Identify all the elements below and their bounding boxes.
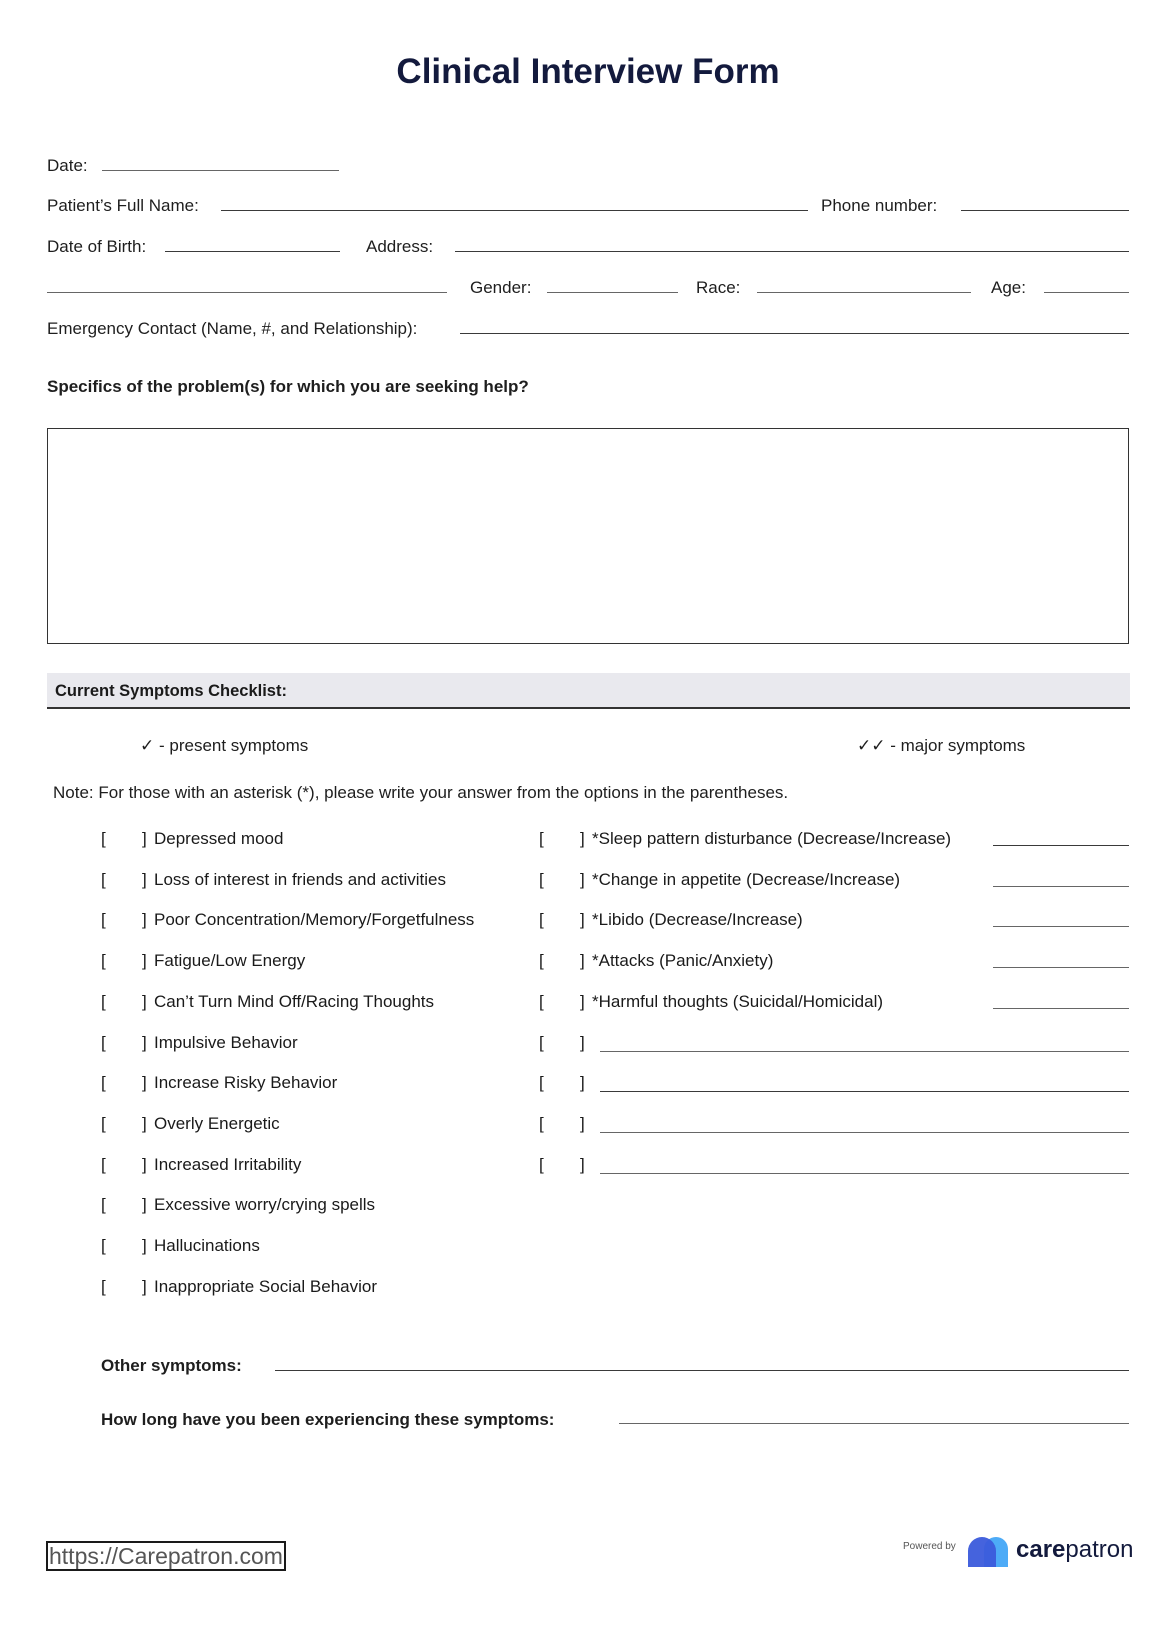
powered-by-label: Powered by [903, 1541, 956, 1552]
checkbox-close-bracket[interactable]: ] [580, 1155, 585, 1174]
address-field-line-2[interactable] [47, 292, 447, 293]
symptoms-checklist-header [47, 673, 1130, 709]
checkbox-close-bracket[interactable]: ] [580, 829, 585, 848]
checkbox-close-bracket[interactable]: ] [580, 1033, 585, 1052]
carepatron-logo-icon [966, 1535, 1014, 1569]
checkbox-close-bracket[interactable]: ] [142, 870, 147, 889]
symptom-label: *Libido (Decrease/Increase) [592, 910, 803, 929]
patient-name-label: Patient’s Full Name: [47, 196, 199, 215]
symptom-answer-field[interactable] [993, 967, 1129, 968]
checkbox-open-bracket[interactable]: [ [101, 951, 106, 970]
legend-present [140, 736, 308, 756]
checkbox-close-bracket[interactable]: ] [142, 1195, 147, 1214]
checkbox-open-bracket[interactable]: [ [539, 1073, 544, 1092]
checkbox-close-bracket[interactable]: ] [142, 951, 147, 970]
phone-field[interactable] [961, 210, 1129, 211]
checkbox-open-bracket[interactable]: [ [101, 1114, 106, 1133]
symptoms-checklist-heading: Current Symptoms Checklist: [55, 682, 287, 700]
checkbox-open-bracket[interactable]: [ [101, 1277, 106, 1296]
duration-field[interactable] [619, 1423, 1129, 1424]
custom-symptom-field[interactable] [600, 1132, 1129, 1133]
duration-label: How long have you been experiencing these symptoms: [101, 1410, 555, 1429]
checkbox-open-bracket[interactable]: [ [539, 992, 544, 1011]
checkbox-open-bracket[interactable]: [ [539, 1033, 544, 1052]
dob-label: Date of Birth: [47, 237, 147, 256]
other-symptoms-label: Other symptoms: [101, 1356, 242, 1375]
symptom-label: Inappropriate Social Behavior [154, 1277, 378, 1296]
symptom-label: Increased Irritability [154, 1155, 302, 1174]
symptom-label: Increase Risky Behavior [154, 1073, 338, 1092]
other-symptoms-field[interactable] [275, 1370, 1129, 1371]
checkbox-open-bracket[interactable]: [ [539, 829, 544, 848]
brand-bold: care [1016, 1536, 1066, 1563]
checkbox-open-bracket[interactable]: [ [539, 870, 544, 889]
checkbox-close-bracket[interactable]: ] [142, 1114, 147, 1133]
checkbox-close-bracket[interactable]: ] [142, 1277, 147, 1296]
address-label: Address: [366, 237, 434, 256]
emergency-contact-label: Emergency Contact (Name, #, and Relationship): [47, 319, 418, 338]
asterisk-note: Note: For those with an asterisk (*), please write your answer from the options in the parentheses. [53, 783, 789, 802]
date-field[interactable] [102, 170, 339, 171]
symptom-label: Impulsive Behavior [154, 1033, 298, 1052]
symptom-answer-field[interactable] [993, 886, 1129, 887]
checkbox-close-bracket[interactable]: ] [142, 910, 147, 929]
checkbox-open-bracket[interactable]: [ [101, 910, 106, 929]
symptom-label: Poor Concentration/Memory/Forgetfulness [154, 910, 475, 929]
symptom-answer-field[interactable] [993, 845, 1129, 846]
legend-major [857, 736, 1025, 756]
checkbox-open-bracket[interactable]: [ [101, 1236, 106, 1255]
legend-major-text: - major symptoms [890, 736, 1026, 755]
page-title: Clinical Interview Form [396, 52, 780, 91]
legend-present-text: - present symptoms [158, 736, 309, 755]
checkbox-open-bracket[interactable]: [ [101, 992, 106, 1011]
checkbox-close-bracket[interactable]: ] [142, 829, 147, 848]
symptom-answer-field[interactable] [993, 926, 1129, 927]
race-field[interactable] [757, 292, 971, 293]
symptom-label: *Change in appetite (Decrease/Increase) [592, 870, 901, 889]
custom-symptom-field[interactable] [600, 1051, 1129, 1052]
address-field[interactable] [455, 251, 1129, 252]
gender-label: Gender: [470, 278, 532, 297]
phone-label: Phone number: [821, 196, 938, 215]
checkbox-close-bracket[interactable]: ] [142, 1236, 147, 1255]
check-icon: ✓ [140, 736, 155, 755]
carepatron-link[interactable]: https://Carepatron.com [46, 1541, 286, 1571]
race-label: Race: [696, 278, 741, 297]
checkbox-open-bracket[interactable]: [ [101, 1033, 106, 1052]
problem-heading: Specifics of the problem(s) for which you are seeking help? [47, 377, 529, 396]
dob-field[interactable] [165, 251, 340, 252]
symptom-label: *Sleep pattern disturbance (Decrease/Increase) [592, 829, 952, 848]
symptom-label: *Harmful thoughts (Suicidal/Homicidal) [592, 992, 884, 1011]
gender-field[interactable] [547, 292, 678, 293]
custom-symptom-field[interactable] [600, 1091, 1129, 1092]
checkbox-open-bracket[interactable]: [ [539, 951, 544, 970]
checkbox-close-bracket[interactable]: ] [580, 951, 585, 970]
checkbox-open-bracket[interactable]: [ [539, 1155, 544, 1174]
problem-textarea[interactable] [47, 428, 1129, 644]
emergency-contact-field[interactable] [460, 333, 1129, 334]
age-field[interactable] [1044, 292, 1129, 293]
symptom-label: *Attacks (Panic/Anxiety) [592, 951, 774, 970]
symptom-label: Overly Energetic [154, 1114, 280, 1133]
checkbox-close-bracket[interactable]: ] [580, 1073, 585, 1092]
date-label: Date: [47, 156, 88, 175]
age-label: Age: [991, 278, 1026, 297]
checkbox-open-bracket[interactable]: [ [101, 1195, 106, 1214]
checkbox-close-bracket[interactable]: ] [142, 1073, 147, 1092]
symptom-label: Excessive worry/crying spells [154, 1195, 376, 1214]
symptom-answer-field[interactable] [993, 1008, 1129, 1009]
checkbox-open-bracket[interactable]: [ [539, 1114, 544, 1133]
checkbox-close-bracket[interactable]: ] [580, 910, 585, 929]
checkbox-open-bracket[interactable]: [ [101, 870, 106, 889]
symptom-label: Can’t Turn Mind Off/Racing Thoughts [154, 992, 435, 1011]
checkbox-open-bracket[interactable]: [ [101, 1155, 106, 1174]
brand-rest: patron [1065, 1536, 1134, 1563]
checkbox-open-bracket[interactable]: [ [101, 829, 106, 848]
symptom-label: Depressed mood [154, 829, 284, 848]
checkbox-close-bracket[interactable]: ] [142, 1155, 147, 1174]
checkbox-close-bracket[interactable]: ] [580, 992, 585, 1011]
checkbox-close-bracket[interactable]: ] [580, 1114, 585, 1133]
checkbox-open-bracket[interactable]: [ [101, 1073, 106, 1092]
checkbox-open-bracket[interactable]: [ [539, 910, 544, 929]
custom-symptom-field[interactable] [600, 1173, 1129, 1174]
checkbox-close-bracket[interactable]: ] [142, 992, 147, 1011]
carepatron-brand [1016, 1536, 1133, 1564]
symptom-label: Hallucinations [154, 1236, 260, 1255]
symptom-label: Fatigue/Low Energy [154, 951, 306, 970]
patient-name-field[interactable] [221, 210, 808, 211]
checkbox-close-bracket[interactable]: ] [142, 1033, 147, 1052]
double-check-icon: ✓✓ [857, 736, 886, 755]
symptom-label: Loss of interest in friends and activities [154, 870, 446, 889]
checkbox-close-bracket[interactable]: ] [580, 870, 585, 889]
